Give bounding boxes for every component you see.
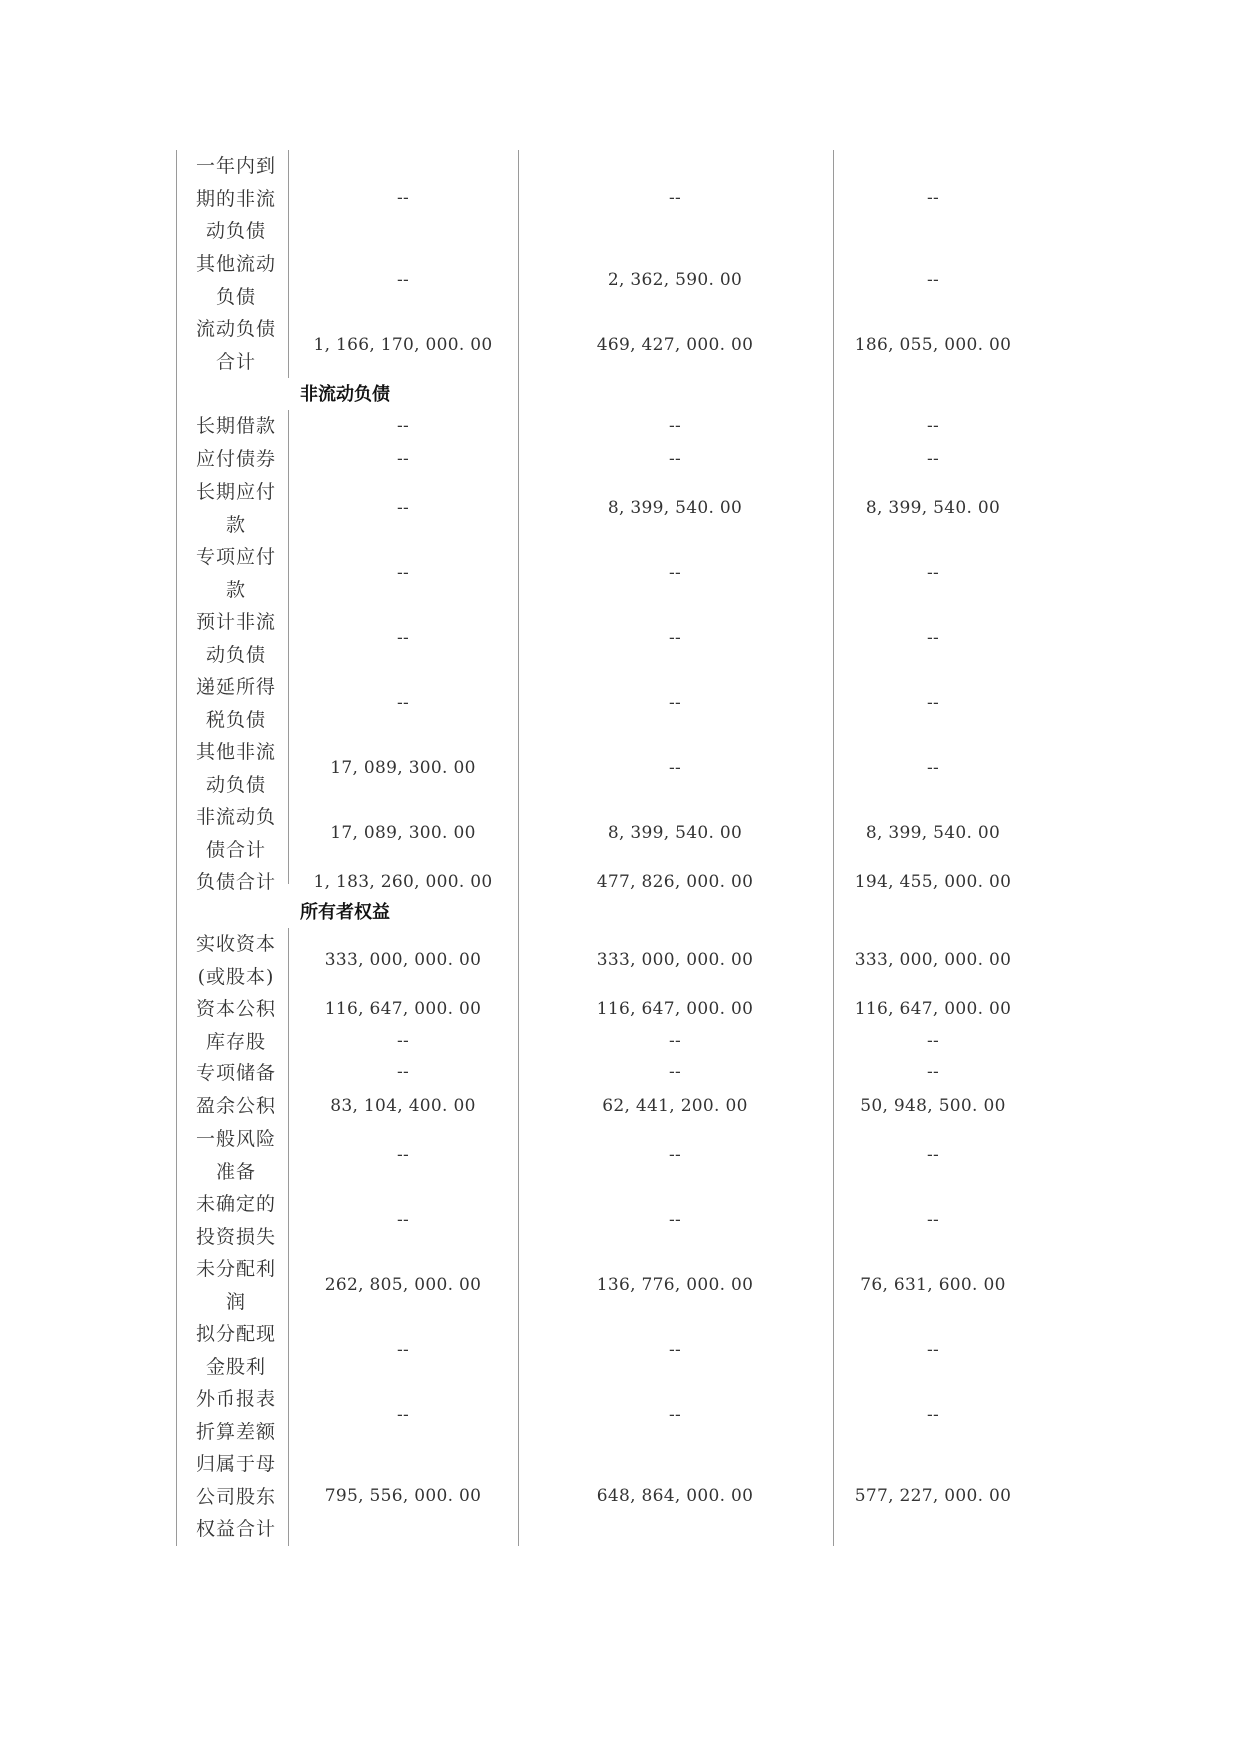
cell-value: --	[396, 1145, 410, 1165]
row-label: 外币报表 折算差额	[195, 1388, 276, 1443]
row-label: 递延所得 税负债	[195, 676, 276, 731]
cell-value: --	[396, 1405, 410, 1425]
cell-value: 477, 826, 000. 00	[596, 872, 754, 892]
cell-value: --	[926, 416, 940, 436]
row-label: 专项应付 款	[195, 546, 276, 601]
row-label: 资本公积	[195, 998, 276, 1020]
row-label: 实收资本 (或股本)	[195, 933, 276, 988]
cell-value: --	[926, 628, 940, 648]
cell-value: 469, 427, 000. 00	[596, 335, 754, 355]
cell-value: --	[668, 1340, 682, 1360]
cell-value: --	[396, 498, 410, 518]
row-label: 其他流动 负债	[195, 253, 276, 308]
cell-value: 577, 227, 000. 00	[854, 1486, 1012, 1506]
row-label: 应付债券	[195, 448, 276, 470]
row-label: 负债合计	[195, 871, 276, 893]
cell-value: 8, 399, 540. 00	[865, 498, 1001, 518]
cell-value: 8, 399, 540. 00	[607, 498, 743, 518]
cell-value: --	[668, 628, 682, 648]
cell-value: 17, 089, 300. 00	[330, 758, 476, 778]
cell-value: --	[668, 1145, 682, 1165]
cell-value: 1, 183, 260, 000. 00	[313, 872, 493, 892]
table-row	[0, 1383, 1241, 1448]
cell-value: --	[396, 1031, 410, 1051]
cell-value: 648, 864, 000. 00	[596, 1486, 754, 1506]
cell-value: --	[668, 1031, 682, 1051]
table-row	[0, 1090, 1241, 1123]
cell-value: 116, 647, 000. 00	[596, 999, 754, 1019]
cell-value: --	[926, 1405, 940, 1425]
cell-value: --	[668, 449, 682, 469]
cell-value: 333, 000, 000. 00	[854, 950, 1012, 970]
cell-value: --	[668, 1405, 682, 1425]
table-row	[0, 476, 1241, 541]
cell-value: 8, 399, 540. 00	[865, 823, 1001, 843]
row-label: 未分配利 润	[195, 1258, 276, 1313]
cell-value: 8, 399, 540. 00	[607, 823, 743, 843]
cell-value: 83, 104, 400. 00	[330, 1096, 476, 1116]
table-row	[0, 1057, 1241, 1090]
cell-value: 194, 455, 000. 00	[854, 872, 1012, 892]
cell-value: --	[396, 449, 410, 469]
cell-value: --	[668, 693, 682, 713]
cell-value: 62, 441, 200. 00	[602, 1096, 748, 1116]
cell-value: --	[926, 1062, 940, 1082]
cell-value: --	[668, 416, 682, 436]
cell-value: 136, 776, 000. 00	[596, 1275, 754, 1295]
cell-value: 116, 647, 000. 00	[854, 999, 1012, 1019]
cell-value: --	[396, 1062, 410, 1082]
table-row	[0, 150, 1241, 248]
row-label: 专项储备	[195, 1062, 276, 1084]
cell-value: --	[396, 563, 410, 583]
cell-value: --	[926, 1031, 940, 1051]
row-label: 库存股	[205, 1031, 266, 1053]
table-row	[0, 736, 1241, 801]
cell-value: --	[926, 758, 940, 778]
cell-value: --	[926, 270, 940, 290]
table-row	[0, 1253, 1241, 1318]
cell-value: 76, 631, 600. 00	[860, 1275, 1006, 1295]
cell-value: --	[668, 758, 682, 778]
table-row	[0, 928, 1241, 993]
row-label: 其他非流 动负债	[195, 741, 276, 796]
table-row	[0, 1123, 1241, 1188]
row-label: 流动负债 合计	[195, 318, 276, 373]
cell-value: --	[926, 1145, 940, 1165]
table-row	[0, 313, 1241, 378]
table-row	[0, 1188, 1241, 1253]
section-heading-owners-equity: 所有者权益	[300, 902, 390, 923]
cell-value: 2, 362, 590. 00	[607, 270, 743, 290]
cell-value: 17, 089, 300. 00	[330, 823, 476, 843]
row-label: 一年内到 期的非流 动负债	[195, 155, 276, 242]
row-label: 盈余公积	[195, 1095, 276, 1117]
cell-value: 262, 805, 000. 00	[324, 1275, 482, 1295]
cell-value: --	[926, 1210, 940, 1230]
cell-value: 116, 647, 000. 00	[324, 999, 482, 1019]
table-row	[0, 801, 1241, 866]
cell-value: --	[396, 416, 410, 436]
cell-value: 795, 556, 000. 00	[324, 1486, 482, 1506]
cell-value: --	[668, 1062, 682, 1082]
cell-value: --	[396, 628, 410, 648]
row-label: 未确定的 投资损失	[195, 1193, 276, 1248]
table-row	[0, 671, 1241, 736]
cell-value: --	[396, 1210, 410, 1230]
section-heading-non-current-liabilities: 非流动负债	[300, 384, 390, 405]
cell-value: 333, 000, 000. 00	[324, 950, 482, 970]
table-row	[0, 1318, 1241, 1383]
cell-value: 186, 055, 000. 00	[854, 335, 1012, 355]
cell-value: --	[668, 1210, 682, 1230]
cell-value: --	[926, 1340, 940, 1360]
table-row	[0, 443, 1241, 476]
table-row	[0, 541, 1241, 606]
table-row	[0, 248, 1241, 313]
cell-value: --	[926, 563, 940, 583]
table-row	[0, 1026, 1241, 1057]
cell-value: 50, 948, 500. 00	[860, 1096, 1006, 1116]
cell-value: --	[396, 693, 410, 713]
table-row	[0, 410, 1241, 443]
cell-value: --	[396, 1340, 410, 1360]
row-label: 长期应付 款	[195, 481, 276, 536]
row-label: 长期借款	[195, 415, 276, 437]
row-label: 一般风险 准备	[195, 1128, 276, 1183]
cell-value: --	[668, 188, 682, 208]
cell-value: --	[396, 270, 410, 290]
row-label: 非流动负 债合计	[195, 806, 276, 861]
cell-value: --	[926, 449, 940, 469]
cell-value: --	[668, 563, 682, 583]
row-label: 拟分配现 金股利	[195, 1323, 276, 1378]
cell-value: 1, 166, 170, 000. 00	[313, 335, 493, 355]
cell-value: --	[396, 188, 410, 208]
row-label: 归属于母 公司股东 权益合计	[195, 1453, 276, 1540]
table-row	[0, 866, 1241, 899]
cell-value: --	[926, 693, 940, 713]
cell-value: --	[926, 188, 940, 208]
table-row	[0, 1448, 1241, 1546]
table-row	[0, 606, 1241, 671]
row-label: 预计非流 动负债	[195, 611, 276, 666]
table-row	[0, 993, 1241, 1026]
cell-value: 333, 000, 000. 00	[596, 950, 754, 970]
